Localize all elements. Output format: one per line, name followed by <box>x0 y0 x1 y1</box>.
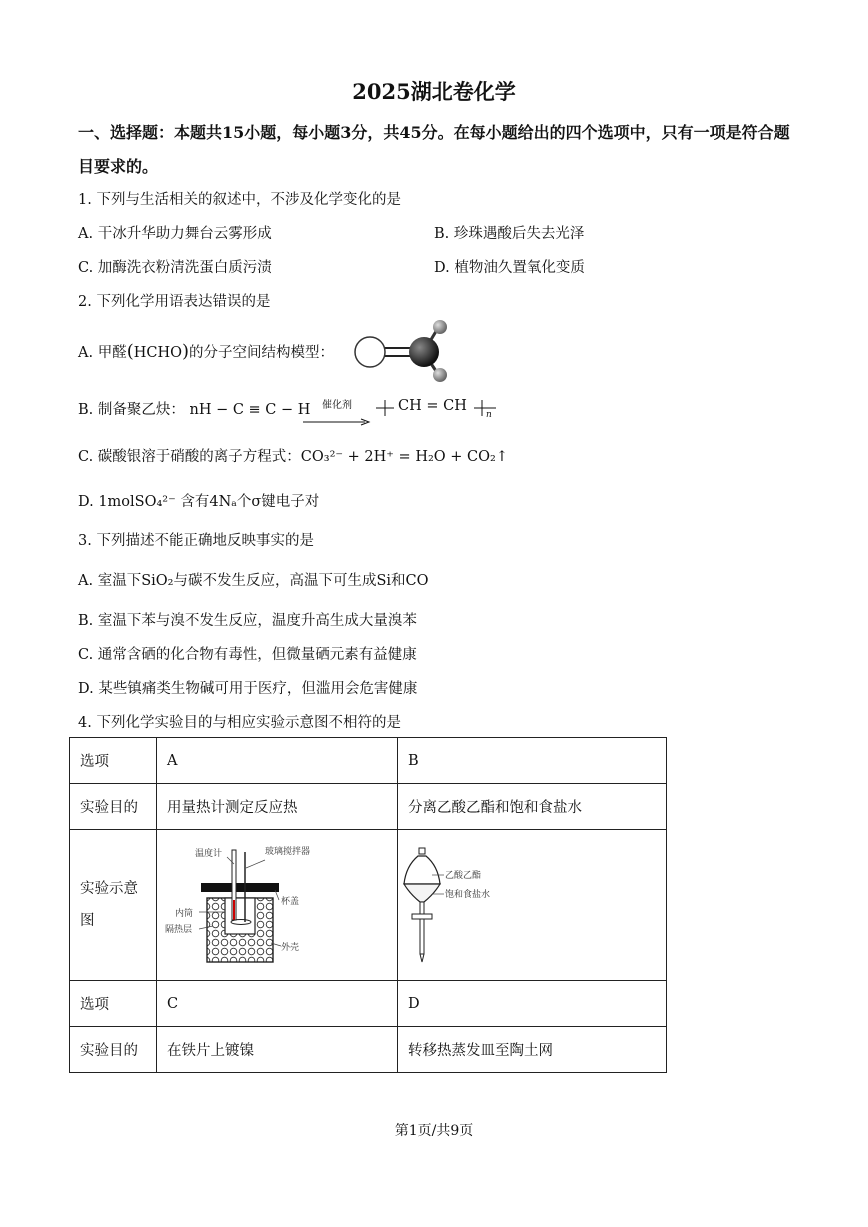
table-cell: 实验目的 <box>70 1027 157 1073</box>
q2-a-prefix: A. 甲醛 <box>78 345 127 361</box>
calorimeter-diagram-icon <box>157 830 397 976</box>
q1-option-c: C. 加酶洗衣粉清洗蛋白质污渍 <box>78 260 272 276</box>
section-heading: 一、选择题：本题共15小题，每小题3分，共45分。在每小题给出的四个选项中，只有一项是符合题目要求的。 <box>78 123 790 176</box>
q3-option-a: A. 室温下SiO₂与碳不发生反应，高温下可生成Si和CO <box>78 573 429 589</box>
table-row <box>70 784 667 830</box>
formaldehyde-model-icon <box>352 318 462 384</box>
q1-option-a: A. 干冰升华助力舞台云雾形成 <box>78 226 272 242</box>
table-cell: C <box>157 981 398 1027</box>
page-footer: 第1页/共9页 <box>394 1123 474 1139</box>
q2-b-arrow <box>303 396 371 430</box>
fig-label-thermometer: 温度计 <box>195 849 223 859</box>
table-cell: 实验目的 <box>70 784 157 830</box>
q3-stem: 3. 下列描述不能正确地反映事实的是 <box>78 533 314 549</box>
table-cell: 实验示意图 <box>70 830 157 981</box>
fig-label-inner-cup: 内筒 <box>175 909 194 919</box>
fig-label-ethyl-acetate: 乙酸乙酯 <box>445 871 482 881</box>
fig-label-lid: 杯盖 <box>281 897 300 907</box>
q2-c-prefix: C. 碳酸银溶于硝酸的离子方程式： <box>78 449 301 465</box>
table-cell: 分离乙酸乙酯和饱和食盐水 <box>398 784 667 830</box>
q4-stem: 4. 下列化学实验目的与相应实验示意图不相符的是 <box>78 715 401 731</box>
table-row <box>70 1027 667 1073</box>
page-title: 2025湖北卷化学 <box>352 79 516 104</box>
fig-label-stirrer: 玻璃搅拌器 <box>265 847 311 857</box>
experiment-table <box>69 737 667 1073</box>
separatory-funnel-icon <box>398 830 666 976</box>
table-cell: 选项 <box>70 981 157 1027</box>
q3-option-d: D. 某些镇痛类生物碱可用于医疗，但滥用会危害健康 <box>78 681 418 697</box>
table-cell: 在铁片上镀镍 <box>157 1027 398 1073</box>
table-cell: A <box>157 738 398 784</box>
q1-stem: 1. 下列与生活相关的叙述中，不涉及化学变化的是 <box>78 192 401 208</box>
table-cell: B <box>398 738 667 784</box>
table-cell: D <box>398 981 667 1027</box>
q2-b-reactant: nH − C ≡ C − H <box>189 402 311 418</box>
table-row <box>70 830 667 981</box>
table-cell: 选项 <box>70 738 157 784</box>
table-row <box>70 738 667 784</box>
q2-option-d: D. 1molSO₄²⁻ 含有4Nₐ个σ键电子对 <box>78 494 320 510</box>
table-cell: 用量热计测定反应热 <box>157 784 398 830</box>
q1-option-d: D. 植物油久置氧化变质 <box>434 260 585 276</box>
q3-option-c: C. 通常含硒的化合物有毒性，但微量硒元素有益健康 <box>78 647 417 663</box>
fig-label-insulation: 隔热层 <box>165 925 193 935</box>
calorimeter-cell <box>157 830 398 981</box>
fig-label-shell: 外壳 <box>281 943 300 953</box>
table-row <box>70 981 667 1027</box>
table-cell: 转移热蒸发皿至陶土网 <box>398 1027 667 1073</box>
q2-b-catalyst: 催化剂 <box>322 400 352 411</box>
q2-b-n: n <box>486 410 492 420</box>
q2-b-prefix: B. 制备聚乙炔： <box>78 402 185 418</box>
q2-a-formula: HCHO <box>133 345 183 361</box>
q2-option-a: A. 甲醛(HCHO)的分子空间结构模型： <box>78 341 335 362</box>
reaction-arrow-icon <box>303 418 371 426</box>
q2-option-c <box>78 445 508 466</box>
q2-b-product: CH = CH <box>398 398 467 414</box>
q2-a-suffix: 的分子空间结构模型： <box>189 345 335 361</box>
q1-option-b: B. 珍珠遇酸后失去光泽 <box>434 226 585 242</box>
fig-label-brine: 饱和食盐水 <box>445 890 491 900</box>
q2-stem: 2. 下列化学用语表达错误的是 <box>78 294 271 310</box>
q2-c-equation: CO₃²⁻ + 2H⁺ = H₂O + CO₂↑ <box>300 449 508 465</box>
separatory-funnel-cell <box>398 830 667 981</box>
q3-option-b: B. 室温下苯与溴不发生反应，温度升高生成大量溴苯 <box>78 613 417 629</box>
q2-option-b <box>78 398 310 419</box>
